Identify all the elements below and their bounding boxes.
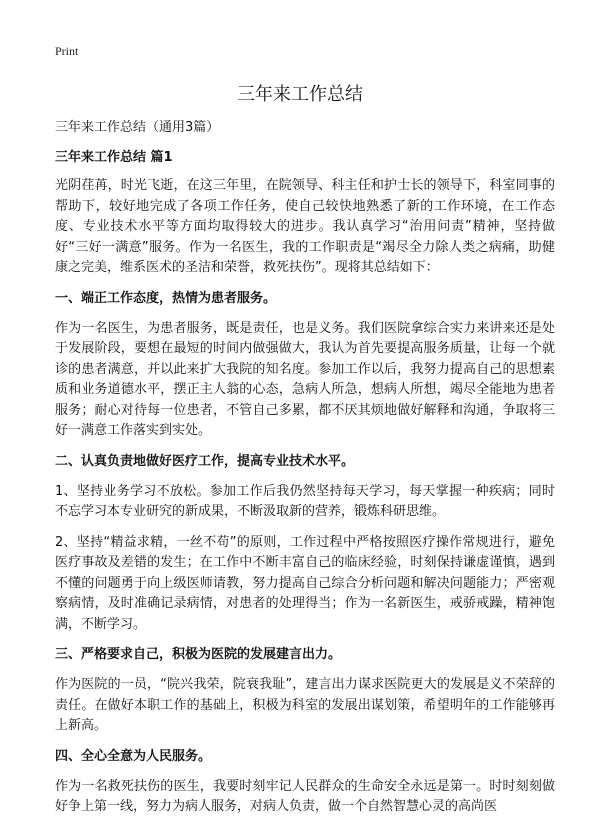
paragraph-2b: 2、坚持“精益求精，一丝不苟”的原则，工作过程中严格按照医疗操作常规进行，避免医疗事故及差错的发生；在工作中不断丰富自己的临床经验，时刻保持谦虚谨慎，遇到不懂的问题勇于向上级医师请教，努力提高自己综合分析问题和解决问题能力；严密观察病情，及时准确记录病情，对患者的处理得当；作为一名新医生，戒骄戒躁，精神饱满，不断学习。	[55, 534, 555, 632]
intro-paragraph: 光阴荏苒，时光飞逝，在这三年里，在院领导、科主任和护士长的领导下，科室同事的帮助下，较好地完成了各项工作任务，使自己较快地熟悉了新的工作环境，在工作态度、专业技术水平等方面均取得较大的进步。我认真学习“治用问责”精神，坚持做好“三好一满意”服务。作为一名医生，我的工作职责是“竭尽全力除人类之病痛，助健康之完美，维系医术的圣洁和荣誉，救死扶伤”。现将其总结如下：	[55, 178, 555, 275]
heading-4: 四、全心全意为人民服务。	[55, 748, 212, 764]
print-label: Print	[55, 44, 79, 58]
document-title: 三年来工作总结	[237, 84, 363, 105]
paragraph-4: 作为一名救死扶伤的医生，我要时刻牢记人民群众的生命安全永远是第一。时时刻刻做好争上第一线，努力为病人服务，对病人负责，做一个自然智慧心灵的高尚医	[55, 778, 555, 814]
paragraph-2a: 1、坚持业务学习不放松。参加工作后我仍然坚持每天学习，每天掌握一种疾病；同时不忘学习本专业研究的新成果，不断汲取新的营养，锻炼科研思维。	[55, 483, 555, 519]
paragraph-3: 作为医院的一员，“院兴我荣，院衰我耻”，建言出力谋求医院更大的发展是义不荣辞的责任。在做好本职工作的基础上，积极为科室的发展出谋划策，希望明年的工作能够再上新高。	[55, 677, 555, 733]
document-body	[55, 118, 555, 828]
heading-3: 三、严格要求自己，积极为医院的发展建言出力。	[55, 647, 342, 662]
heading-2: 二、认真负责地做好医疗工作，提高专业技术水平。	[55, 453, 355, 469]
paragraph-1: 作为一名医生，为患者服务，既是责任，也是义务。我们医院拿综合实力来讲来还是处于发展阶段，要想在最短的时间内做强做大，我认为首先要提高服务质量，让每一个就诊的患者满意，并以此来扩大我院的知名度。参加工作以后，我努力提高自己的思想素质和业务道德水平，摆正主人翁的心态，急病人所急，想病人所想，竭尽全能地为患者服务；耐心对待每一位患者，不管自己多累，都不厌其烦地做好解释和沟通，争取将三好一满意工作落实到实处。	[55, 320, 555, 438]
heading-1: 一、端正工作态度，热情为患者服务。	[55, 290, 277, 306]
section-title: 三年来工作总结 篇1	[55, 150, 173, 165]
document-subtitle: 三年来工作总结（通用3篇）	[55, 120, 220, 135]
